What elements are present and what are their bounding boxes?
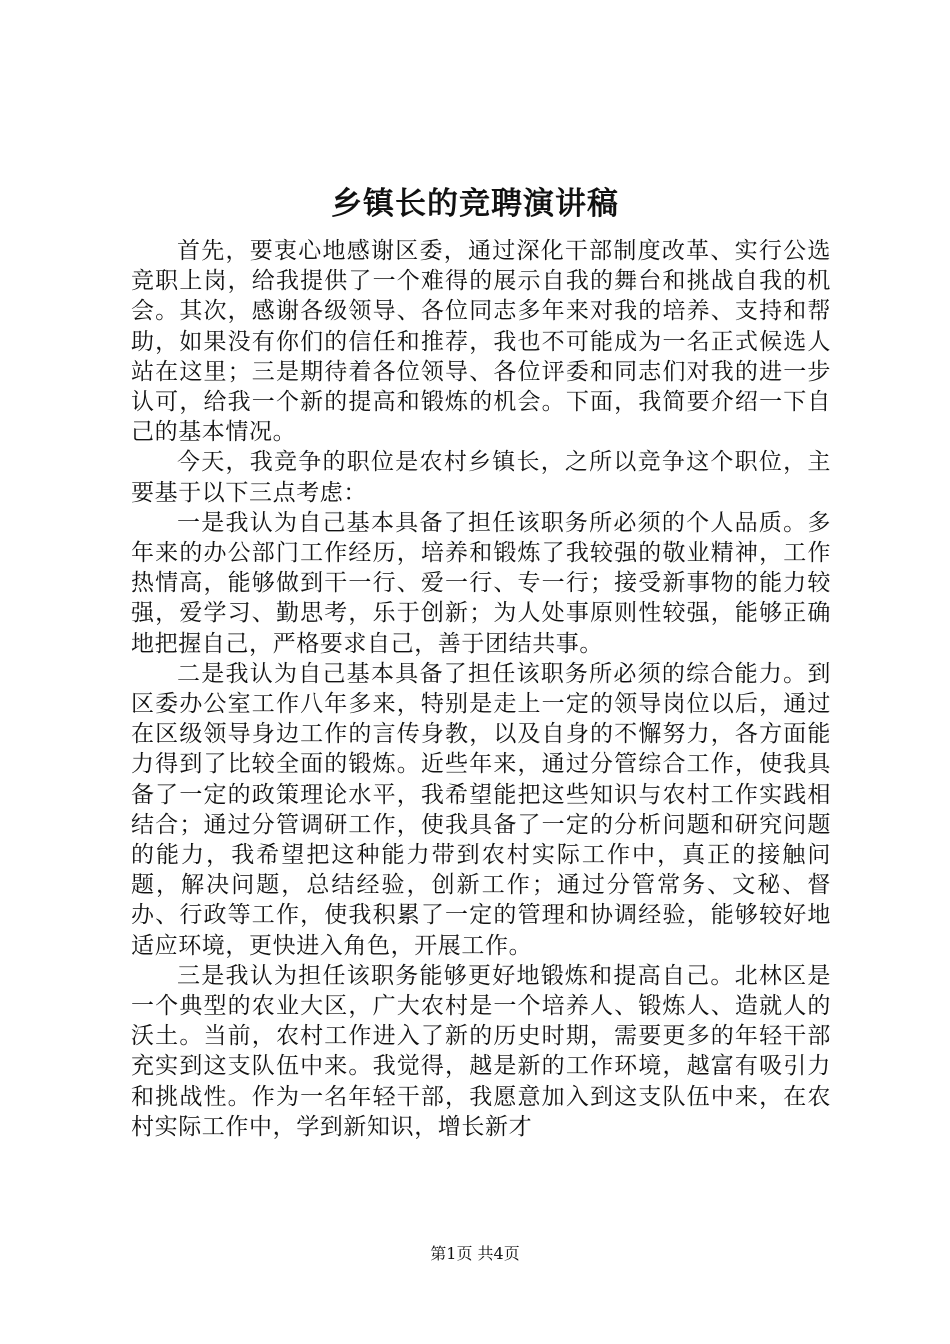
page-footer: 第1页 共4页 <box>430 1244 520 1263</box>
paragraph-4: 二是我认为自己基本具备了担任该职务所必须的综合能力。到区委办公室工作八年多来，特别是走上一定的领导岗位以后，通过在区级领导身边工作的言传身教，以及自身的不懈努力，各方面能力得到了比较全面的锻炼。近些年来，通过分管综合工作，使我具备了一定的政策理论水平，我希望能把这些知识与农村工作实践相结合；通过分管调研工作，使我具备了一定的分析问题和研究问题的能力，我希望把这种能力带到农村实际工作中，真正的接触问题，解决问题，总结经验，创新工作；通过分管常务、文秘、督办、行政等工作，使我积累了一定的管理和协调经验，能够较好地适应环境，更快进入角色，开展工作。 <box>131 660 831 959</box>
paragraph-5: 三是我认为担任该职务能够更好地锻炼和提高自己。北林区是一个典型的农业大区，广大农村是一个培养人、锻炼人、造就人的沃土。当前，农村工作进入了新的历史时期，需要更多的年轻干部充实到这支队伍中来。我觉得，越是新的工作环境，越富有吸引力和挑战性。作为一名年轻干部，我愿意加入到这支队伍中来，在农村实际工作中，学到新知识，增长新才 <box>131 962 831 1140</box>
document-title: 乡镇长的竞聘演讲稿 <box>331 186 619 222</box>
paragraph-2: 今天，我竞争的职位是农村乡镇长，之所以竞争这个职位，主要基于以下三点考虑： <box>131 449 831 506</box>
paragraph-3: 一是我认为自己基本具备了担任该职务所必须的个人品质。多年来的办公部门工作经历，培养和锻炼了我较强的敬业精神，工作热情高，能够做到干一行、爱一行、专一行；接受新事物的能力较强，爱学习、勤思考，乐于创新；为人处事原则性较强，能够正确地把握自己，严格要求自己，善于团结共事。 <box>131 509 831 657</box>
paragraph-1: 首先，要衷心地感谢区委，通过深化干部制度改革、实行公选竞职上岗，给我提供了一个难得的展示自我的舞台和挑战自我的机会。其次，感谢各级领导、各位同志多年来对我的培养、支持和帮助，如果没有你们的信任和推荐，我也不可能成为一名正式候选人站在这里；三是期待着各位领导、各位评委和同志们对我的进一步认可，给我一个新的提高和锻炼的机会。下面，我简要介绍一下自己的基本情况。 <box>131 238 831 446</box>
document-body <box>131 236 831 1142</box>
